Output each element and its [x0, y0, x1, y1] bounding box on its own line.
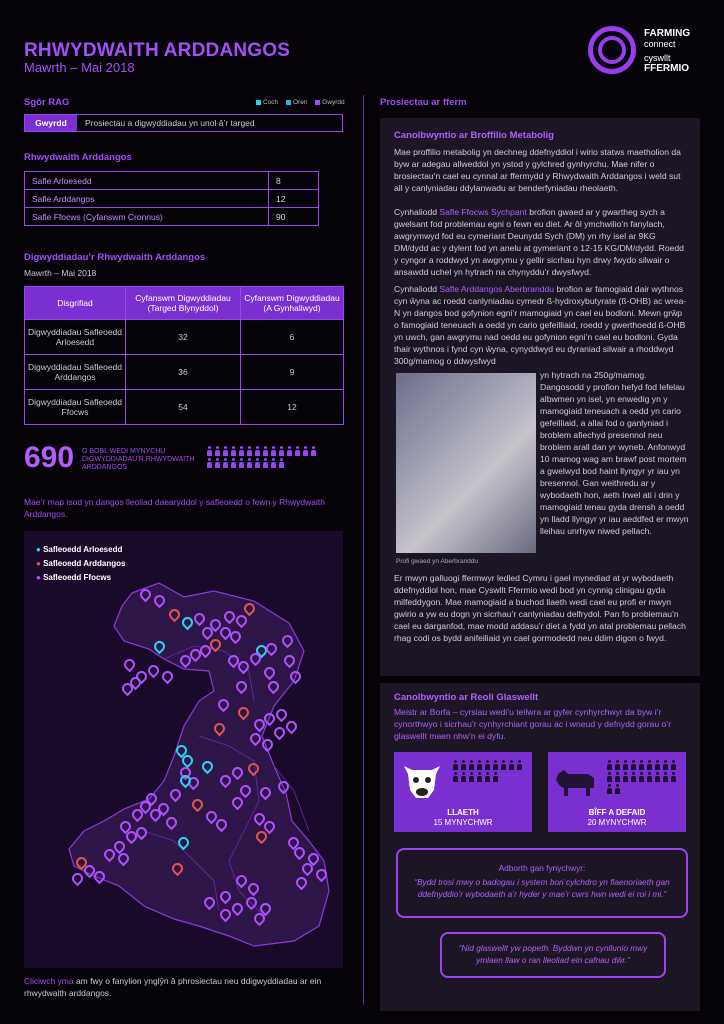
person-icon: [230, 458, 237, 469]
person-icon: [222, 458, 229, 469]
dairy-attendees: 15 MYNYCHWR: [433, 818, 493, 827]
rag-status-bar: [24, 114, 343, 132]
person-icon: [222, 446, 229, 457]
table-row: [25, 390, 344, 425]
person-icon: [654, 772, 661, 783]
site-value: 12: [269, 190, 319, 208]
person-icon: [662, 760, 669, 771]
event-desc: Digwyddiadau Safleoedd Arloesedd: [25, 320, 126, 355]
map-legend-label: Safleoedd Ffocws: [43, 573, 112, 582]
blood-test-photo: [396, 373, 536, 553]
person-icon: [302, 446, 309, 457]
sychpant-link[interactable]: Safle Ffocws Sychpant: [439, 207, 527, 217]
table-row: [25, 320, 344, 355]
table-row: [25, 190, 319, 208]
attendance-number: 690: [24, 441, 75, 474]
person-icon: [654, 760, 661, 771]
logo-text-1: FARMING: [644, 28, 691, 39]
map-legend-label: Safleoedd Arloesedd: [43, 545, 123, 554]
events-period: Mawrth – Mai 2018: [24, 268, 97, 278]
person-icon: [670, 772, 677, 783]
person-icon: [206, 458, 213, 469]
person-icon: [206, 446, 213, 457]
person-icon: [468, 772, 475, 783]
person-icon: [238, 458, 245, 469]
projects-heading: Prosiectau ar fferm: [380, 97, 467, 108]
person-icon: [230, 446, 237, 457]
pin-teal-icon: ●: [36, 545, 41, 554]
panel1-paragraph-3: [394, 283, 688, 367]
events-heading: Digwyddiadau’r Rhwydwaith Arddangos: [24, 252, 206, 263]
logo-text-4: FFERMIO: [644, 63, 689, 74]
person-icon: [622, 760, 629, 771]
dairy-tile: [394, 752, 532, 832]
table-row: [25, 172, 319, 190]
person-icon: [246, 446, 253, 457]
site-label: Safle Ffocws (Cyfanswm Cronnus): [25, 208, 269, 226]
more-info-link[interactable]: Cliciwch yma: [24, 976, 74, 986]
event-target: 36: [126, 355, 241, 390]
site-value: 8: [269, 172, 319, 190]
dairy-label: LLAETH: [447, 808, 479, 817]
site-label: Safle Arloesedd: [25, 172, 269, 190]
event-held: 12: [241, 390, 344, 425]
person-icon: [254, 458, 261, 469]
person-icon: [484, 772, 491, 783]
person-icon: [452, 772, 459, 783]
person-icon: [460, 772, 467, 783]
map-legend-label: Safleoedd Arddangos: [43, 559, 126, 568]
site-label: Safle Arddangos: [25, 190, 269, 208]
page-title: RHWYDWAITH ARDDANGOS: [24, 40, 291, 61]
person-icon: [262, 458, 269, 469]
dairy-cow-icon: [400, 760, 444, 800]
panel1-paragraph-3b: yn hytrach na 250g/mamog. Dangosodd y profion hefyd fod lefelau albwmen yn isel, yn enwedig yn y mamogiaid teneuach a oedd yn cario gefeilliaid, a allai fod o ganlyniad i broblem afiechyd presennol neu broblem arall dan yr wyneb. Anfonwyd 10 mamog wag am brawf post mortem a gwelwyd bod haint llyngyr yr iau yn bresennol. Gan weithredu ar y wybodaeth hon, aeth Irwel ati i drin y mamogiaid tenau gyda drensh a oedd yn lladd llyngyr yr iau aeddfed er mwyn lleihau unrhyw niwed pellach.: [540, 370, 689, 536]
rag-status-text: Prosiectau a digwyddiadau yn unol â’r targed: [85, 118, 255, 128]
person-icon: [270, 446, 277, 457]
pin-red-icon: ●: [36, 559, 41, 568]
column-header: Disgrifiad: [25, 287, 126, 320]
feedback-quote-1: [396, 848, 688, 918]
person-icon: [646, 760, 653, 771]
event-desc: Digwyddiadau Safleoedd Ffocws: [25, 390, 126, 425]
p2-post: brofion gwaed ar y gwartheg sych a gwelsant fod problemau egni o fewn eu diet. Ar ôl ymchwilio’n fanylach, awgrymwyd fod eu cymeriant Deunydd Sych (DM) yn rhy isel ar 9KG DM/dydd ac y dylent fod yn anelu at gymeriant o 12-15 KG/DM/dydd. Roedd y cyngor a roddwyd yn awgrymu y gellir sicrhau hyn drwy fwydo silwair o ansawdd uchel yn hytrach na chynyddu’r dwysfwyd.: [394, 207, 684, 277]
person-icon: [476, 772, 483, 783]
person-icon: [638, 760, 645, 771]
person-icon: [516, 760, 523, 771]
person-icon: [606, 772, 613, 783]
person-icon: [214, 458, 221, 469]
person-icon: [214, 446, 221, 457]
wales-map: [24, 531, 343, 968]
column-header: Cyfanswm Digwyddiadau (A Gynhaliwyd): [241, 287, 344, 320]
person-icon: [614, 784, 621, 795]
event-target: 54: [126, 390, 241, 425]
person-icon: [262, 446, 269, 457]
event-desc: Digwyddiadau Safleoedd Arddangos: [25, 355, 126, 390]
person-icon: [630, 772, 637, 783]
footer-text: am fwy o fanylion ynglŷn â phrosiectau neu ddigwyddiadau ar ein rhwydwaith arddangos.: [24, 976, 322, 998]
network-sites-table: [24, 171, 319, 226]
beef-label: BÎFF A DEFAID: [588, 808, 646, 817]
person-icon: [254, 446, 261, 457]
person-icon: [492, 772, 499, 783]
aberbranddu-link[interactable]: Safle Arddangos Aberbranddu: [439, 284, 555, 294]
rag-legend: [250, 99, 345, 106]
person-icon: [614, 772, 621, 783]
map-intro: Mae’r map isod yn dangos lleoliad daearyddol y safleoedd o fewn y Rhwydwaith Arddangos.: [24, 497, 325, 519]
table-row: [25, 208, 319, 226]
rag-legend-label-3: Gwyrdd: [322, 99, 345, 106]
rag-legend-swatch-1: [256, 100, 261, 105]
person-icon: [468, 760, 475, 771]
person-icon: [614, 760, 621, 771]
rag-status-label: Gwyrdd: [25, 115, 77, 131]
person-icon: [278, 458, 285, 469]
column-header: Cyfanswm Digwyddiadau (Targed Blynyddol): [126, 287, 241, 320]
panel2-title: Canolbwyntio ar Reoli Glaswellt: [394, 692, 539, 703]
person-icon: [310, 446, 317, 457]
person-icon: [646, 772, 653, 783]
event-target: 32: [126, 320, 241, 355]
rag-legend-label-1: Coch: [263, 99, 279, 106]
feedback-text-1: “Bydd trosi mwy o badogau i system bori cylchdro yn flaenoriaeth gan ddefnyddio’r wybodaeth a’r hyder y mae’r cwrs hwn wedi ei roi i mi.”: [414, 877, 670, 899]
panel1-paragraph-1: Mae proffilio metabolig yn dechneg ddefnyddiol i wirio statws maetholion da byw ar adegau allweddol yn ystod y gylchred gynhyrchu. Mae nifer o brosiectau’n cael eu cynnal ar ffermydd y Rhwydwaith Arddangos i weld sut all y canlyniadau ddylanwadu ar benderfyniadau rheolaeth.: [394, 147, 681, 193]
person-icon: [246, 458, 253, 469]
person-icon: [278, 446, 285, 457]
person-icon: [294, 446, 301, 457]
map-legend-item: [36, 559, 125, 568]
person-icon: [622, 772, 629, 783]
beef-cow-icon: [554, 764, 598, 798]
farming-connect-logo: [588, 26, 708, 78]
attendance-caption: O BOBL WEDI MYNYCHU DIGWYDDIADAU’R RHWYDWAITH ARDDANGOS: [82, 448, 195, 471]
logo-text-3: cyswllt: [644, 53, 671, 63]
p2-pre: Cynhaliodd: [394, 207, 440, 217]
person-icon: [670, 760, 677, 771]
logo-inner-ring-icon: [598, 36, 626, 64]
beef-people-icons: [606, 760, 682, 795]
rag-heading: Sgôr RAG: [24, 97, 70, 108]
p3-a: brofion ar famogiaid dair wythnos cyn ŵyna ac roedd canlyniadau cymedr ß-hydroxybutyrate (ß-OHB) ac wrea-N yn dangos bod gofynion egni’r mamogiaid yn cael eu bodloni. Mewn grŵp o famogiaid teneuach a oedd yn cario gefeilliaid, roedd y gwerthoedd ß-OHB yn uwch, gan awgrymu nad oedd eu gofynion egni’n cael eu bodloni. Gyda thair wythnos i fynd cyn ŵyna, cynyddwyd eu dyraniad silwair a rhoddwyd 300g/mamog o ddwysfwyd: [394, 284, 687, 366]
map-legend-item: [36, 573, 111, 582]
person-icon: [638, 772, 645, 783]
table-header-row: [25, 287, 344, 320]
rag-legend-label-2: Oren: [293, 99, 308, 106]
feedback-quote-2: [440, 932, 666, 978]
beef-attendees: 20 MYNYCHWR: [587, 818, 647, 827]
panel1-paragraph-4: Er mwyn galluogi ffermwyr ledled Cymru i gael mynediad at yr wybodaeth ddefnyddiol hon, mae Cyswllt Ffermio wedi bod yn cynnig clinigau gyda milfeddygon. Mae mamogiaid a buchod llaeth wedi cael eu profi er mwyn gwirio a yw eu dogn yn sicrhau’r canlyniadau delfrydol. Pan fo problemau’n cael eu darganfod, mae modd addasu’r diet a fydd yn atal problemau pellach rhag codi os bydd anifeiliaid yn cael gormodedd neu ddim digon o fwyd.: [394, 573, 686, 643]
person-icon: [630, 760, 637, 771]
person-icon: [460, 760, 467, 771]
events-table: [24, 286, 344, 425]
dairy-people-icons: [452, 760, 528, 783]
event-held: 6: [241, 320, 344, 355]
rag-legend-swatch-3: [315, 100, 320, 105]
panel2-intro: Meistr ar Borfa – cyrsiau wedi’u teilwra ar gyfer cynhyrchwyr da byw i’r cynorthwyo i sicrhau’r cynhyrchiant gorau ac i wneud y defnydd gorau o’r glaswellt maen nhw’n ei dyfu.: [394, 707, 672, 741]
rag-legend-swatch-2: [286, 100, 291, 105]
person-icon: [270, 458, 277, 469]
event-held: 9: [241, 355, 344, 390]
page-subtitle: Mawrth – Mai 2018: [24, 60, 135, 75]
site-value: 90: [269, 208, 319, 226]
feedback-title: Adborth gan fynychwyr:: [498, 863, 586, 873]
p3-pre: Cynhaliodd: [394, 284, 440, 294]
person-icon: [606, 784, 613, 795]
person-icon: [662, 772, 669, 783]
panel1-paragraph-2: [394, 206, 688, 278]
person-icon: [508, 760, 515, 771]
network-heading: Rhwydwaith Arddangos: [24, 152, 132, 163]
person-icon: [606, 760, 613, 771]
footer-note: [24, 975, 344, 999]
person-icon: [500, 760, 507, 771]
person-icon: [452, 760, 459, 771]
column-divider: [363, 95, 364, 1005]
person-icon: [286, 446, 293, 457]
table-row: [25, 355, 344, 390]
panel1-title: Canolbwyntio ar Broffilio Metabolig: [394, 130, 554, 141]
person-icon: [484, 760, 491, 771]
person-icon: [476, 760, 483, 771]
pin-purple-icon: ●: [36, 573, 41, 582]
feedback-text-2: “Nid glaswellt yw popeth. Byddwn yn cynllunio mwy ymlaen llaw o ran lleoliad ein cafnau dŵr.”: [458, 943, 648, 965]
photo-caption: Profi gwaed yn Aberbranddu: [396, 558, 479, 565]
people-icon-group: [206, 446, 324, 469]
logo-text-2: connect: [644, 39, 676, 49]
map-legend-item: [36, 545, 122, 554]
person-icon: [492, 760, 499, 771]
beef-sheep-tile: [548, 752, 686, 832]
person-icon: [238, 446, 245, 457]
